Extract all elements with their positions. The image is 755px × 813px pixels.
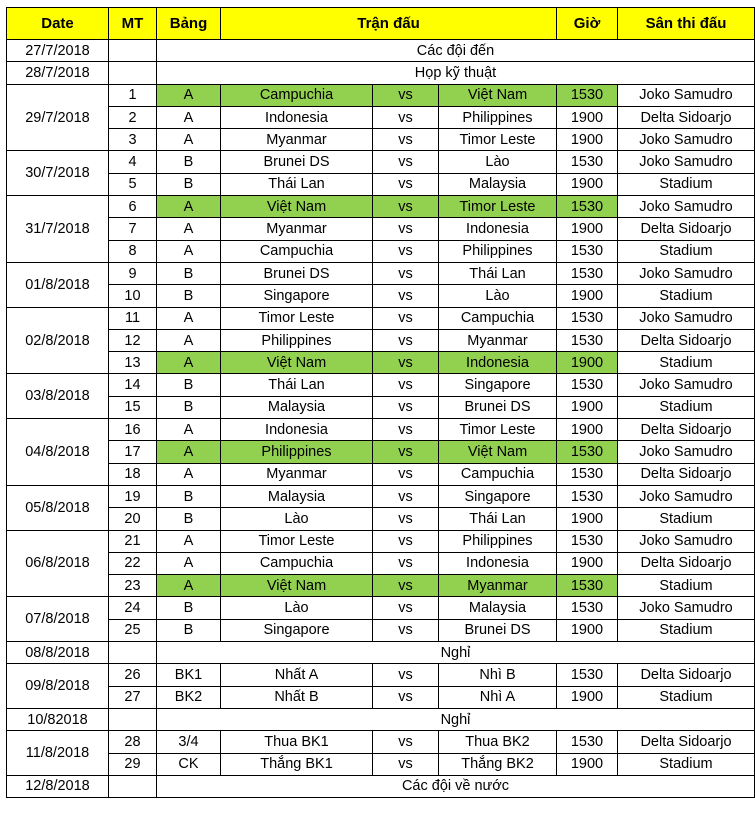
away-team: Philippines	[439, 530, 557, 552]
kickoff-time: 1530	[557, 307, 618, 329]
venue-cell: Delta Sidoarjo	[618, 419, 755, 441]
vs-label: vs	[373, 396, 439, 418]
date-cell: 03/8/2018	[7, 374, 109, 419]
match-row	[7, 218, 755, 240]
date-cell: 10/82018	[7, 708, 109, 730]
home-team: Nhất B	[221, 686, 373, 708]
group-cell: B	[157, 374, 221, 396]
match-row	[7, 84, 755, 106]
date-cell: 08/8/2018	[7, 642, 109, 664]
away-team: Việt Nam	[439, 84, 557, 106]
match-number: 20	[109, 508, 157, 530]
group-cell: A	[157, 575, 221, 597]
match-row	[7, 106, 755, 128]
match-row	[7, 352, 755, 374]
match-number: 4	[109, 151, 157, 173]
kickoff-time: 1530	[557, 262, 618, 284]
vs-label: vs	[373, 106, 439, 128]
vs-label: vs	[373, 307, 439, 329]
away-team: Timor Leste	[439, 196, 557, 218]
match-row	[7, 419, 755, 441]
group-cell: B	[157, 597, 221, 619]
group-cell: B	[157, 485, 221, 507]
group-cell: A	[157, 196, 221, 218]
venue-cell: Delta Sidoarjo	[618, 552, 755, 574]
match-number: 25	[109, 619, 157, 641]
kickoff-time: 1900	[557, 619, 618, 641]
vs-label: vs	[373, 419, 439, 441]
group-cell: BK1	[157, 664, 221, 686]
home-team: Thái Lan	[221, 374, 373, 396]
date-cell: 11/8/2018	[7, 731, 109, 776]
date-cell: 27/7/2018	[7, 40, 109, 62]
empty-mt-cell	[109, 708, 157, 730]
group-cell: A	[157, 552, 221, 574]
group-cell: B	[157, 173, 221, 195]
kickoff-time: 1900	[557, 285, 618, 307]
home-team: Malaysia	[221, 396, 373, 418]
vs-label: vs	[373, 664, 439, 686]
home-team: Singapore	[221, 619, 373, 641]
venue-cell: Delta Sidoarjo	[618, 329, 755, 351]
match-number: 26	[109, 664, 157, 686]
kickoff-time: 1530	[557, 575, 618, 597]
away-team: Nhì B	[439, 664, 557, 686]
kickoff-time: 1900	[557, 508, 618, 530]
away-team: Indonesia	[439, 352, 557, 374]
note-row	[7, 775, 755, 797]
header-mt: MT	[109, 8, 157, 40]
vs-label: vs	[373, 262, 439, 284]
match-number: 11	[109, 307, 157, 329]
vs-label: vs	[373, 753, 439, 775]
vs-label: vs	[373, 352, 439, 374]
header-date: Date	[7, 8, 109, 40]
date-cell: 04/8/2018	[7, 419, 109, 486]
vs-label: vs	[373, 731, 439, 753]
match-number: 15	[109, 396, 157, 418]
note-cell: Các đội đến	[157, 40, 755, 62]
vs-label: vs	[373, 441, 439, 463]
venue-cell: Delta Sidoarjo	[618, 218, 755, 240]
away-team: Singapore	[439, 485, 557, 507]
vs-label: vs	[373, 530, 439, 552]
header-match: Trận đấu	[221, 8, 557, 40]
away-team: Indonesia	[439, 218, 557, 240]
match-row	[7, 508, 755, 530]
kickoff-time: 1900	[557, 396, 618, 418]
vs-label: vs	[373, 597, 439, 619]
kickoff-time: 1530	[557, 485, 618, 507]
home-team: Myanmar	[221, 129, 373, 151]
empty-mt-cell	[109, 642, 157, 664]
away-team: Philippines	[439, 240, 557, 262]
header-time: Giờ	[557, 8, 618, 40]
home-team: Thắng BK1	[221, 753, 373, 775]
group-cell: B	[157, 262, 221, 284]
match-row	[7, 753, 755, 775]
away-team: Philippines	[439, 106, 557, 128]
date-cell: 07/8/2018	[7, 597, 109, 642]
match-row	[7, 441, 755, 463]
match-row	[7, 619, 755, 641]
schedule-table	[6, 7, 755, 798]
match-row	[7, 463, 755, 485]
home-team: Campuchia	[221, 84, 373, 106]
home-team: Philippines	[221, 329, 373, 351]
vs-label: vs	[373, 485, 439, 507]
away-team: Thái Lan	[439, 508, 557, 530]
group-cell: CK	[157, 753, 221, 775]
match-number: 13	[109, 352, 157, 374]
note-row	[7, 708, 755, 730]
match-number: 14	[109, 374, 157, 396]
match-row	[7, 285, 755, 307]
venue-cell: Joko Samudro	[618, 374, 755, 396]
away-team: Singapore	[439, 374, 557, 396]
venue-cell: Delta Sidoarjo	[618, 664, 755, 686]
vs-label: vs	[373, 463, 439, 485]
match-number: 23	[109, 575, 157, 597]
group-cell: A	[157, 530, 221, 552]
home-team: Brunei DS	[221, 151, 373, 173]
match-number: 10	[109, 285, 157, 307]
note-row	[7, 40, 755, 62]
away-team: Brunei DS	[439, 396, 557, 418]
match-row	[7, 151, 755, 173]
kickoff-time: 1900	[557, 173, 618, 195]
away-team: Timor Leste	[439, 129, 557, 151]
venue-cell: Stadium	[618, 240, 755, 262]
match-number: 29	[109, 753, 157, 775]
group-cell: A	[157, 329, 221, 351]
date-cell: 31/7/2018	[7, 196, 109, 263]
group-cell: A	[157, 129, 221, 151]
vs-label: vs	[373, 374, 439, 396]
group-cell: A	[157, 240, 221, 262]
kickoff-time: 1530	[557, 196, 618, 218]
away-team: Timor Leste	[439, 419, 557, 441]
match-row	[7, 173, 755, 195]
venue-cell: Joko Samudro	[618, 485, 755, 507]
home-team: Myanmar	[221, 218, 373, 240]
match-row	[7, 575, 755, 597]
home-team: Brunei DS	[221, 262, 373, 284]
match-row	[7, 485, 755, 507]
match-row	[7, 129, 755, 151]
match-number: 17	[109, 441, 157, 463]
kickoff-time: 1900	[557, 106, 618, 128]
note-cell: Các đội về nước	[157, 775, 755, 797]
vs-label: vs	[373, 84, 439, 106]
home-team: Timor Leste	[221, 307, 373, 329]
venue-cell: Joko Samudro	[618, 530, 755, 552]
home-team: Việt Nam	[221, 196, 373, 218]
match-number: 12	[109, 329, 157, 351]
venue-cell: Joko Samudro	[618, 597, 755, 619]
kickoff-time: 1530	[557, 597, 618, 619]
away-team: Campuchia	[439, 307, 557, 329]
kickoff-time: 1530	[557, 329, 618, 351]
venue-cell: Stadium	[618, 508, 755, 530]
date-cell: 01/8/2018	[7, 262, 109, 307]
match-row	[7, 686, 755, 708]
kickoff-time: 1530	[557, 151, 618, 173]
venue-cell: Stadium	[618, 575, 755, 597]
match-row	[7, 374, 755, 396]
note-cell: Nghỉ	[157, 708, 755, 730]
note-cell: Nghỉ	[157, 642, 755, 664]
vs-label: vs	[373, 285, 439, 307]
match-row	[7, 530, 755, 552]
date-cell: 12/8/2018	[7, 775, 109, 797]
date-cell: 29/7/2018	[7, 84, 109, 151]
away-team: Thua BK2	[439, 731, 557, 753]
group-cell: A	[157, 419, 221, 441]
venue-cell: Stadium	[618, 352, 755, 374]
away-team: Malaysia	[439, 173, 557, 195]
home-team: Campuchia	[221, 552, 373, 574]
group-cell: B	[157, 619, 221, 641]
match-row	[7, 396, 755, 418]
venue-cell: Stadium	[618, 396, 755, 418]
match-row	[7, 196, 755, 218]
venue-cell: Joko Samudro	[618, 151, 755, 173]
match-number: 27	[109, 686, 157, 708]
home-team: Lào	[221, 508, 373, 530]
vs-label: vs	[373, 173, 439, 195]
note-cell: Họp kỹ thuật	[157, 62, 755, 84]
match-row	[7, 597, 755, 619]
vs-label: vs	[373, 218, 439, 240]
away-team: Lào	[439, 285, 557, 307]
kickoff-time: 1900	[557, 686, 618, 708]
home-team: Timor Leste	[221, 530, 373, 552]
group-cell: A	[157, 218, 221, 240]
venue-cell: Stadium	[618, 686, 755, 708]
group-cell: B	[157, 508, 221, 530]
match-number: 21	[109, 530, 157, 552]
venue-cell: Joko Samudro	[618, 84, 755, 106]
home-team: Việt Nam	[221, 352, 373, 374]
vs-label: vs	[373, 575, 439, 597]
away-team: Lào	[439, 151, 557, 173]
vs-label: vs	[373, 552, 439, 574]
group-cell: 3/4	[157, 731, 221, 753]
header-bang: Bảng	[157, 8, 221, 40]
group-cell: B	[157, 285, 221, 307]
home-team: Indonesia	[221, 106, 373, 128]
away-team: Thắng BK2	[439, 753, 557, 775]
venue-cell: Delta Sidoarjo	[618, 106, 755, 128]
match-number: 19	[109, 485, 157, 507]
date-cell: 28/7/2018	[7, 62, 109, 84]
match-row	[7, 664, 755, 686]
match-number: 28	[109, 731, 157, 753]
home-team: Indonesia	[221, 419, 373, 441]
kickoff-time: 1530	[557, 731, 618, 753]
group-cell: A	[157, 463, 221, 485]
match-number: 5	[109, 173, 157, 195]
empty-mt-cell	[109, 62, 157, 84]
home-team: Myanmar	[221, 463, 373, 485]
home-team: Campuchia	[221, 240, 373, 262]
date-cell: 02/8/2018	[7, 307, 109, 374]
header-venue: Sân thi đấu	[618, 8, 755, 40]
note-row	[7, 642, 755, 664]
kickoff-time: 1530	[557, 441, 618, 463]
schedule-body	[7, 40, 755, 798]
venue-cell: Stadium	[618, 285, 755, 307]
match-row	[7, 552, 755, 574]
kickoff-time: 1530	[557, 530, 618, 552]
empty-mt-cell	[109, 775, 157, 797]
date-cell: 05/8/2018	[7, 485, 109, 530]
kickoff-time: 1900	[557, 218, 618, 240]
kickoff-time: 1530	[557, 664, 618, 686]
group-cell: A	[157, 352, 221, 374]
match-row	[7, 329, 755, 351]
kickoff-time: 1530	[557, 463, 618, 485]
venue-cell: Joko Samudro	[618, 441, 755, 463]
match-row	[7, 240, 755, 262]
venue-cell: Stadium	[618, 619, 755, 641]
match-number: 16	[109, 419, 157, 441]
date-cell: 09/8/2018	[7, 664, 109, 709]
venue-cell: Stadium	[618, 173, 755, 195]
kickoff-time: 1530	[557, 84, 618, 106]
away-team: Việt Nam	[439, 441, 557, 463]
date-cell: 06/8/2018	[7, 530, 109, 597]
vs-label: vs	[373, 151, 439, 173]
venue-cell: Delta Sidoarjo	[618, 731, 755, 753]
vs-label: vs	[373, 508, 439, 530]
away-team: Myanmar	[439, 575, 557, 597]
group-cell: B	[157, 151, 221, 173]
home-team: Malaysia	[221, 485, 373, 507]
away-team: Thái Lan	[439, 262, 557, 284]
group-cell: A	[157, 441, 221, 463]
match-number: 24	[109, 597, 157, 619]
vs-label: vs	[373, 129, 439, 151]
match-row	[7, 307, 755, 329]
match-row	[7, 731, 755, 753]
away-team: Malaysia	[439, 597, 557, 619]
venue-cell: Delta Sidoarjo	[618, 463, 755, 485]
group-cell: A	[157, 84, 221, 106]
kickoff-time: 1900	[557, 419, 618, 441]
kickoff-time: 1900	[557, 129, 618, 151]
kickoff-time: 1530	[557, 240, 618, 262]
match-number: 18	[109, 463, 157, 485]
venue-cell: Stadium	[618, 753, 755, 775]
home-team: Nhất A	[221, 664, 373, 686]
home-team: Thua BK1	[221, 731, 373, 753]
note-row	[7, 62, 755, 84]
match-row	[7, 262, 755, 284]
kickoff-time: 1900	[557, 352, 618, 374]
match-number: 7	[109, 218, 157, 240]
away-team: Nhì A	[439, 686, 557, 708]
match-number: 8	[109, 240, 157, 262]
match-number: 22	[109, 552, 157, 574]
venue-cell: Joko Samudro	[618, 129, 755, 151]
away-team: Brunei DS	[439, 619, 557, 641]
kickoff-time: 1530	[557, 374, 618, 396]
schedule-container	[6, 7, 755, 798]
home-team: Philippines	[221, 441, 373, 463]
vs-label: vs	[373, 240, 439, 262]
match-number: 1	[109, 84, 157, 106]
date-cell: 30/7/2018	[7, 151, 109, 196]
venue-cell: Joko Samudro	[618, 262, 755, 284]
away-team: Campuchia	[439, 463, 557, 485]
group-cell: A	[157, 307, 221, 329]
kickoff-time: 1900	[557, 552, 618, 574]
group-cell: A	[157, 106, 221, 128]
home-team: Việt Nam	[221, 575, 373, 597]
group-cell: BK2	[157, 686, 221, 708]
away-team: Myanmar	[439, 329, 557, 351]
away-team: Indonesia	[439, 552, 557, 574]
match-number: 3	[109, 129, 157, 151]
header-row	[7, 8, 755, 40]
vs-label: vs	[373, 619, 439, 641]
home-team: Lào	[221, 597, 373, 619]
venue-cell: Joko Samudro	[618, 196, 755, 218]
kickoff-time: 1900	[557, 753, 618, 775]
home-team: Singapore	[221, 285, 373, 307]
venue-cell: Joko Samudro	[618, 307, 755, 329]
match-number: 2	[109, 106, 157, 128]
match-number: 6	[109, 196, 157, 218]
vs-label: vs	[373, 686, 439, 708]
empty-mt-cell	[109, 40, 157, 62]
home-team: Thái Lan	[221, 173, 373, 195]
vs-label: vs	[373, 329, 439, 351]
vs-label: vs	[373, 196, 439, 218]
match-number: 9	[109, 262, 157, 284]
group-cell: B	[157, 396, 221, 418]
